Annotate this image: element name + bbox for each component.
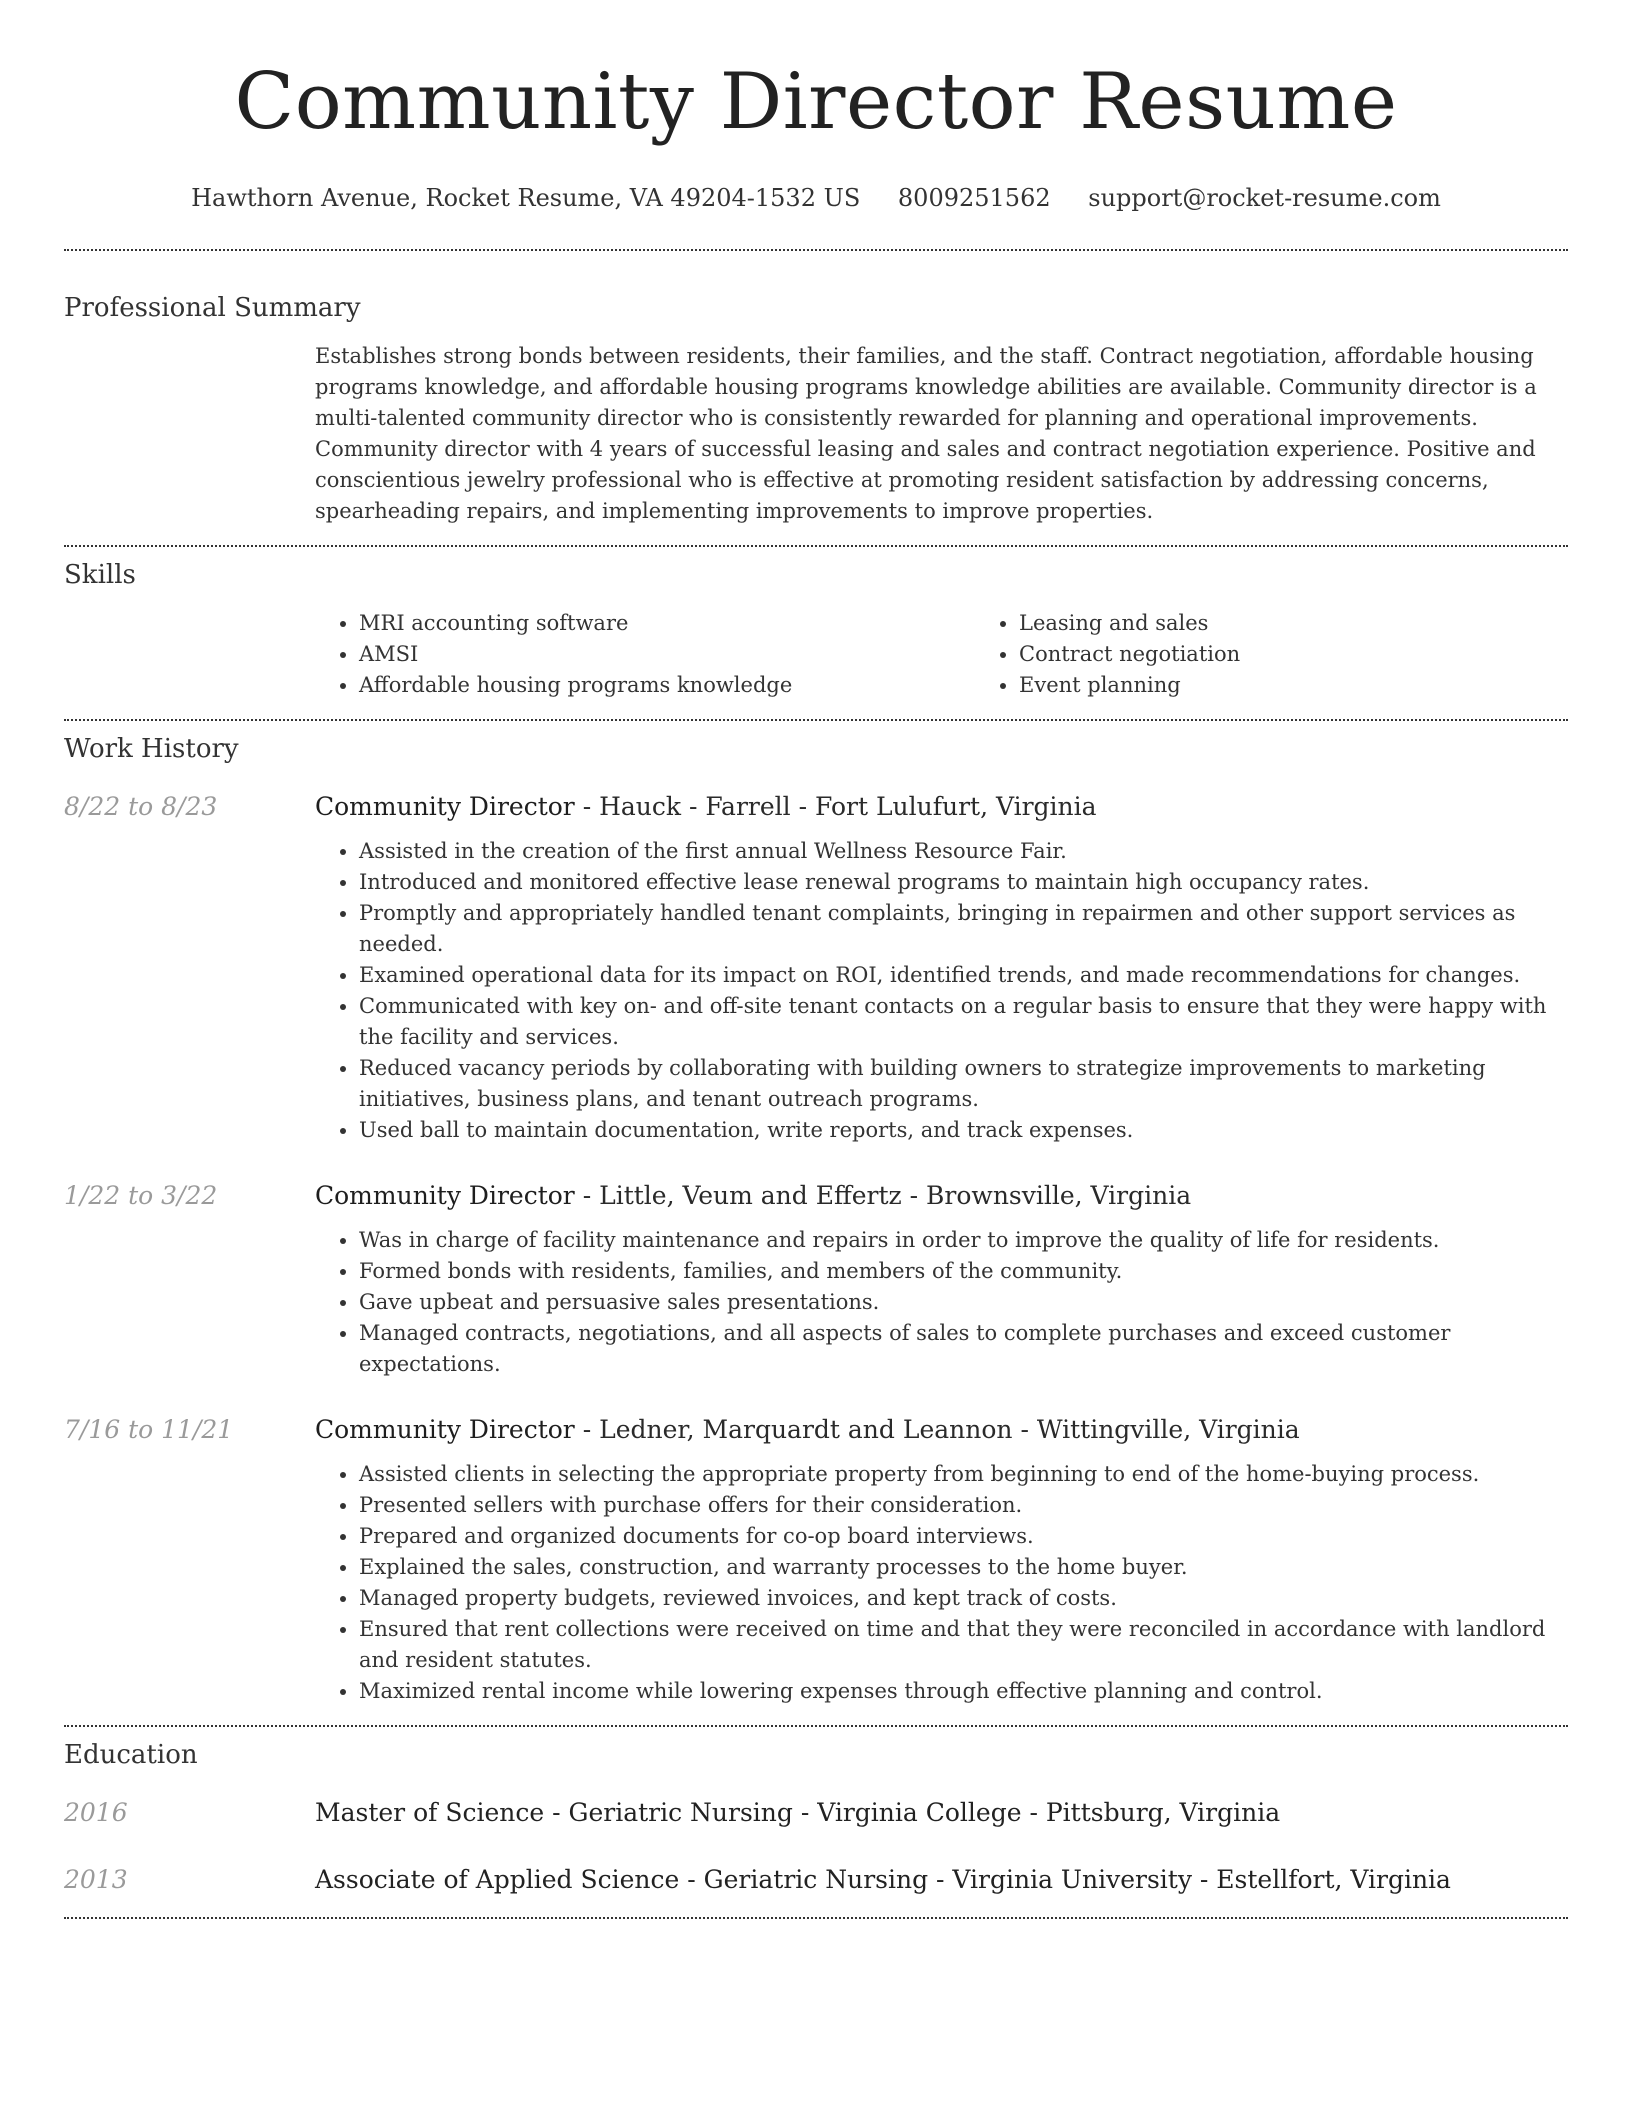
education-entry	[64, 1796, 1568, 1830]
contact-phone: 8009251562	[897, 184, 1051, 212]
job-bullet: • Communicated with key on- and off-site tenant contacts on a regular basis to ensure that they were happy with the facility and services.	[359, 991, 1568, 1053]
education-section	[64, 1738, 1568, 1897]
summary-text: Establishes strong bonds between residents, their families, and the staff. Contract negotiation, affordable housing programs knowledge, and affordable housing programs knowledge abilities are available. Community director is a multi-talented community director who is consistently rewarded for planning and operational improvements. Community director with 4 years of successful leasing and sales and contract negotiation experience. Positive and conscientious jewelry professional who is effective at promoting resident satisfaction by addressing concerns, spearheading repairs, and implementing improvements to improve properties.	[315, 344, 1537, 523]
skills-list-right	[975, 608, 1632, 701]
education-entry	[64, 1863, 1568, 1897]
job-details: - Little, Veum and Effertz - Brownsville, Virginia	[574, 1181, 1192, 1210]
job-dates: 7/16 to 11/21	[64, 1415, 234, 1444]
skill-item: • Affordable housing programs knowledge	[359, 670, 975, 701]
job-dates: 1/22 to 3/22	[64, 1181, 218, 1210]
education-year: 2016	[64, 1798, 128, 1827]
job-bullet: • Assisted in the creation of the first annual Wellness Resource Fair.	[359, 836, 1568, 867]
job-role: Community Director	[315, 1415, 575, 1444]
skill-item: • Contract negotiation	[1019, 639, 1632, 670]
section-heading-summary: Professional Summary	[64, 293, 361, 323]
divider	[64, 249, 1568, 251]
job-bullets	[315, 836, 1568, 1146]
job-title	[315, 1413, 1568, 1447]
job-bullet: • Ensured that rent collections were received on time and that they were reconciled in accordance with landlord and resident statutes.	[359, 1614, 1568, 1676]
job-bullets	[315, 1459, 1568, 1707]
job-bullet: • Assisted clients in selecting the appropriate property from beginning to end of the home-buying process.	[359, 1459, 1568, 1490]
divider	[64, 1917, 1568, 1919]
job-bullet: • Introduced and monitored effective lease renewal programs to maintain high occupancy rates.	[359, 867, 1568, 898]
job-bullet: • Presented sellers with purchase offers for their consideration.	[359, 1490, 1568, 1521]
job-role: Community Director	[315, 792, 575, 821]
job-bullet: • Gave upbeat and persuasive sales presentations.	[359, 1287, 1568, 1318]
job-bullet: • Used ball to maintain documentation, write reports, and track expenses.	[359, 1115, 1568, 1146]
summary-section	[64, 291, 1568, 527]
work-section	[64, 732, 1568, 1707]
skills-section	[64, 558, 1568, 701]
skill-item: • Leasing and sales	[1019, 608, 1632, 639]
job-bullet: • Examined operational data for its impact on ROI, identified trends, and made recommendations for changes.	[359, 960, 1568, 991]
education-title: Associate of Applied Science - Geriatric Nursing - Virginia University - Estellfort, Virginia	[315, 1865, 1451, 1894]
contact-address: Hawthorn Avenue, Rocket Resume, VA 49204-1532 US	[191, 184, 861, 212]
skills-list-left	[315, 608, 975, 701]
job-bullet: • Was in charge of facility maintenance and repairs in order to improve the quality of life for residents.	[359, 1225, 1568, 1256]
job-bullet: • Promptly and appropriately handled tenant complaints, bringing in repairmen and other support services as needed.	[359, 898, 1568, 960]
job-dates: 8/22 to 8/23	[64, 792, 218, 821]
contact-line	[64, 182, 1568, 214]
job-bullet: • Managed contracts, negotiations, and all aspects of sales to complete purchases and exceed customer expectations.	[359, 1318, 1568, 1380]
job-bullet: • Maximized rental income while lowering expenses through effective planning and control.	[359, 1676, 1568, 1707]
education-title: Master of Science - Geriatric Nursing - Virginia College - Pittsburg, Virginia	[315, 1798, 1281, 1827]
job-title	[315, 1179, 1568, 1213]
job-role: Community Director	[315, 1181, 575, 1210]
job-title	[315, 790, 1568, 824]
job-details: - Ledner, Marquardt and Leannon - Wittingville, Virginia	[574, 1415, 1300, 1444]
skill-item: • Event planning	[1019, 670, 1632, 701]
job-bullet: • Formed bonds with residents, families, and members of the community.	[359, 1256, 1568, 1287]
skill-item: • AMSI	[359, 639, 975, 670]
job-bullets	[315, 1225, 1568, 1380]
job-entry	[64, 790, 1568, 1146]
resume-title: Community Director Resume	[234, 57, 1398, 147]
skill-item: • MRI accounting software	[359, 608, 975, 639]
divider	[64, 1725, 1568, 1727]
section-heading-education: Education	[64, 1740, 198, 1770]
divider	[64, 719, 1568, 721]
divider	[64, 545, 1568, 547]
contact-email: support@rocket-resume.com	[1088, 184, 1441, 212]
job-bullet: • Managed property budgets, reviewed invoices, and kept track of costs.	[359, 1583, 1568, 1614]
job-bullet: • Explained the sales, construction, and warranty processes to the home buyer.	[359, 1552, 1568, 1583]
section-heading-skills: Skills	[64, 560, 136, 590]
job-bullet: • Reduced vacancy periods by collaborating with building owners to strategize improvements to marketing initiatives, business plans, and tenant outreach programs.	[359, 1053, 1568, 1115]
job-entry	[64, 1179, 1568, 1380]
job-bullet: • Prepared and organized documents for co-op board interviews.	[359, 1521, 1568, 1552]
job-entry	[64, 1413, 1568, 1707]
section-heading-work: Work History	[64, 734, 239, 764]
job-details: - Hauck - Farrell - Fort Lulufurt, Virginia	[574, 792, 1097, 821]
education-year: 2013	[64, 1865, 128, 1894]
